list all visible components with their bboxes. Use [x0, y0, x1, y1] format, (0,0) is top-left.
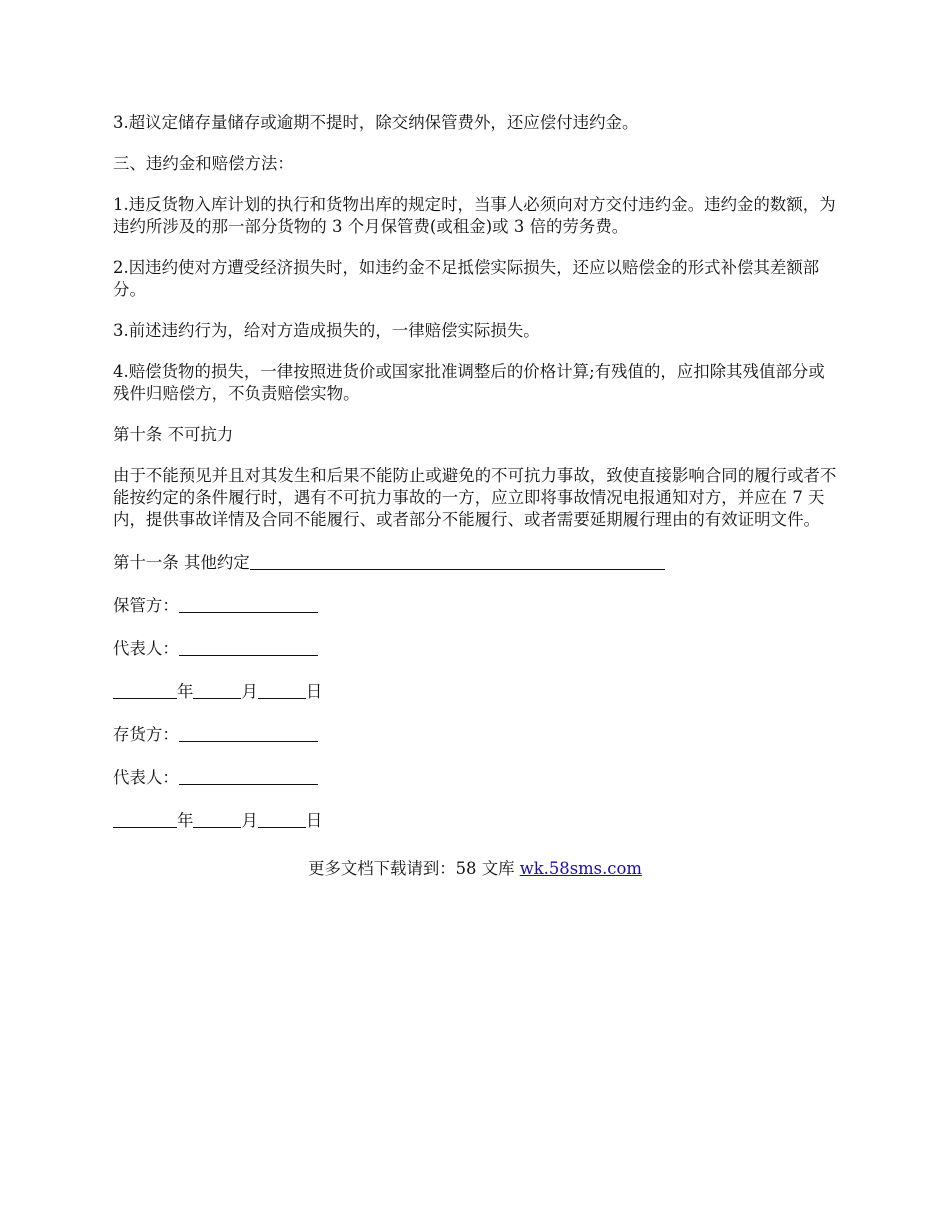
other-terms-label: 第十一条 其他约定 — [113, 553, 250, 572]
month-label: 月 — [241, 811, 258, 830]
depositor-date-line — [113, 808, 839, 832]
force-majeure-paragraph: 由于不能预见并且对其发生和后果不能防止或避免的不可抗力事故，致使直接影响合同的履行或者不能按约定的条件履行时，遇有不可抗力事故的一方，应立即将事故情况电报通知对方，并应在 7 天内，提供事故详情及合同不能履行、或者部分不能履行、或者需要延期履行理由的有效证明文件。 — [113, 466, 837, 529]
footer-link[interactable]: wk.58sms.com — [519, 859, 642, 878]
depositor-line — [113, 722, 839, 746]
custodian-representative-blank[interactable] — [179, 638, 318, 656]
depositor-representative-blank[interactable] — [179, 767, 318, 785]
custodian-line — [113, 593, 839, 617]
other-terms-line — [113, 550, 839, 574]
day-label: 日 — [305, 682, 323, 701]
depositor-month-blank[interactable] — [193, 810, 241, 828]
clause-penalty-2: 2.因违约使对方遭受经济损失时，如违约金不足抵偿实际损失，还应以赔偿金的形式补偿其差额部分。 — [113, 258, 820, 299]
depositor-blank[interactable] — [179, 724, 318, 742]
custodian-month-blank[interactable] — [193, 681, 241, 699]
depositor-representative-label: 代表人： — [113, 768, 179, 787]
clause-penalty-1: 1.违反货物入库计划的执行和货物出库的规定时，当事人必须向对方交付违约金。违约金的数额，为违约所涉及的那一部分货物的 3 个月保管费(或租金)或 3 倍的劳务费。 — [113, 195, 836, 236]
custodian-label: 保管方： — [113, 596, 179, 615]
document-body — [113, 112, 839, 832]
clause-penalty-3: 3.前述违约行为，给对方造成损失的，一律赔偿实际损失。 — [113, 321, 540, 340]
article-ten-heading: 第十条 不可抗力 — [113, 425, 234, 444]
custodian-year-blank[interactable] — [113, 681, 177, 699]
custodian-representative-label: 代表人： — [113, 639, 179, 658]
custodian-blank[interactable] — [179, 595, 318, 613]
depositor-representative-line — [113, 765, 839, 789]
year-label: 年 — [177, 682, 194, 701]
custodian-representative-line — [113, 636, 839, 660]
year-label: 年 — [177, 811, 194, 830]
clause-overstorage: 3.超议定储存量储存或逾期不提时，除交纳保管费外，还应偿付违约金。 — [113, 113, 639, 132]
depositor-year-blank[interactable] — [113, 810, 177, 828]
other-terms-blank[interactable] — [250, 552, 665, 570]
custodian-day-blank[interactable] — [258, 681, 306, 699]
month-label: 月 — [241, 682, 258, 701]
download-footer — [0, 858, 950, 880]
section-heading-penalty: 三、违约金和赔偿方法： — [113, 154, 294, 173]
day-label: 日 — [305, 811, 323, 830]
custodian-date-line — [113, 679, 839, 703]
depositor-day-blank[interactable] — [258, 810, 306, 828]
clause-penalty-4: 4.赔偿货物的损失，一律按照进货价或国家批准调整后的价格计算;有残值的，应扣除其残值部分或残件归赔偿方，不负责赔偿实物。 — [113, 362, 825, 403]
depositor-label: 存货方： — [113, 725, 179, 744]
footer-prefix: 更多文档下载请到：58 文库 — [308, 859, 520, 878]
